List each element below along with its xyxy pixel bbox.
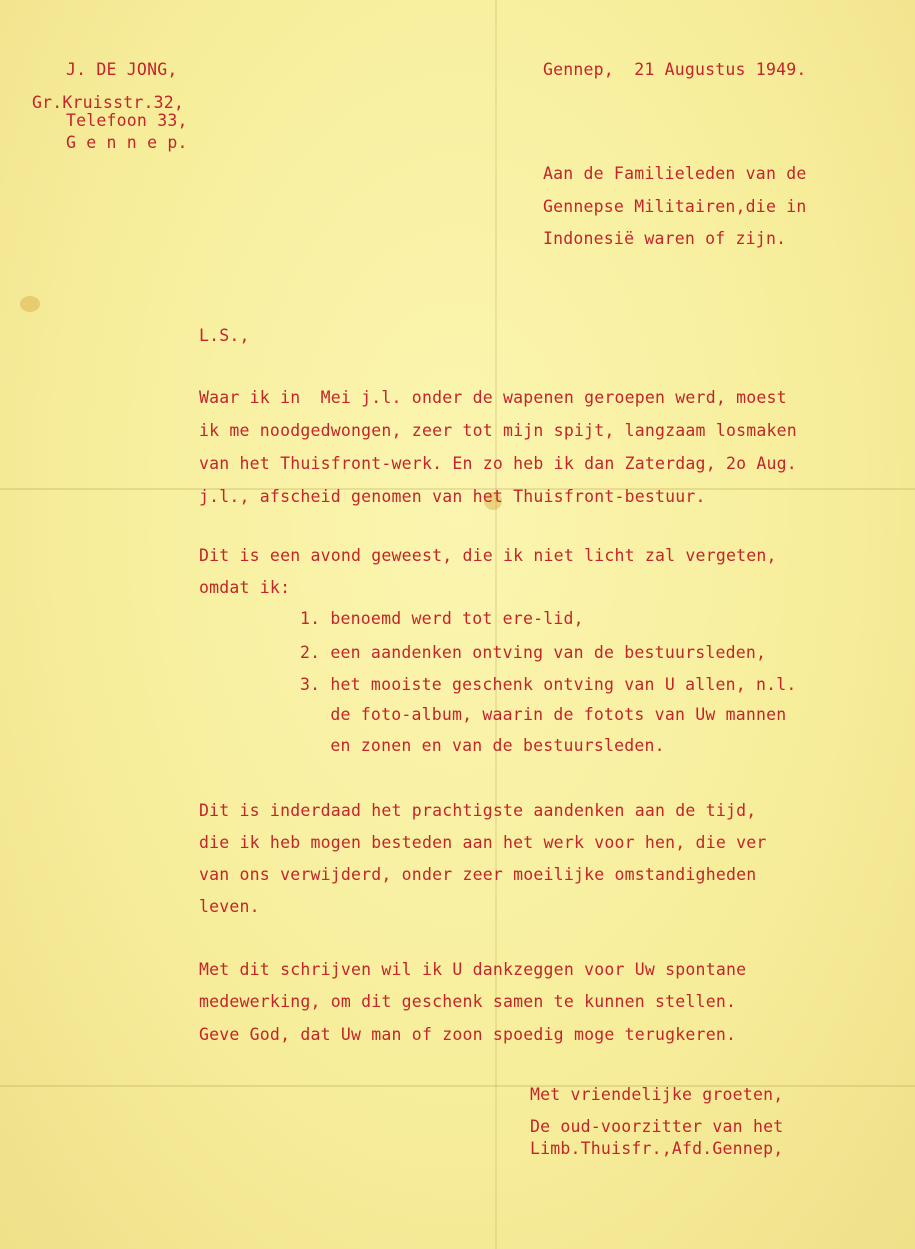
body-line: Met dit schrijven wil ik U dankzeggen voor Uw spontane	[199, 960, 747, 979]
body-line: j.l., afscheid genomen van het Thuisfront-bestuur.	[199, 487, 706, 506]
sender-name: J. DE JONG,	[66, 60, 178, 79]
list-item: 3. het mooiste geschenk ontving van U allen, n.l.	[300, 675, 797, 694]
recipient-line: Aan de Familieleden van de	[543, 164, 807, 183]
body-line: omdat ik:	[199, 578, 291, 597]
paper-stain	[20, 296, 40, 312]
closing-line: Limb.Thuisfr.,Afd.Gennep,	[530, 1139, 784, 1158]
body-line: Waar ik in Mei j.l. onder de wapenen geroepen werd, moest	[199, 388, 787, 407]
list-item: 1. benoemd werd tot ere-lid,	[300, 609, 584, 628]
body-line: ik me noodgedwongen, zeer tot mijn spijt, langzaam losmaken	[199, 421, 797, 440]
closing-line: Met vriendelijke groeten,	[530, 1085, 784, 1104]
closing-line: De oud-voorzitter van het	[530, 1117, 784, 1136]
salutation: L.S.,	[199, 326, 250, 345]
list-item: 2. een aandenken ontving van de bestuursleden,	[300, 643, 767, 662]
body-line: leven.	[199, 897, 260, 916]
body-line: die ik heb mogen besteden aan het werk voor hen, die ver	[199, 833, 767, 852]
recipient-line: Indonesië waren of zijn.	[543, 229, 787, 248]
recipient-line: Gennepse Militairen,die in	[543, 197, 807, 216]
sender-street: Gr.Kruisstr.32,	[32, 93, 185, 112]
sender-phone: Telefoon 33,	[66, 111, 188, 130]
list-item: de foto-album, waarin de fotots van Uw mannen	[300, 705, 787, 724]
place-date: Gennep, 21 Augustus 1949.	[543, 60, 807, 79]
list-item: en zonen en van de bestuursleden.	[300, 736, 665, 755]
body-line: Geve God, dat Uw man of zoon spoedig moge terugkeren.	[199, 1025, 737, 1044]
body-line: medewerking, om dit geschenk samen te kunnen stellen.	[199, 992, 737, 1011]
body-line: Dit is inderdaad het prachtigste aandenken aan de tijd,	[199, 801, 757, 820]
body-line: van ons verwijderd, onder zeer moeilijke omstandigheden	[199, 865, 757, 884]
sender-city: G e n n e p.	[66, 133, 188, 152]
body-line: van het Thuisfront-werk. En zo heb ik dan Zaterdag, 2o Aug.	[199, 454, 797, 473]
body-line: Dit is een avond geweest, die ik niet licht zal vergeten,	[199, 546, 777, 565]
